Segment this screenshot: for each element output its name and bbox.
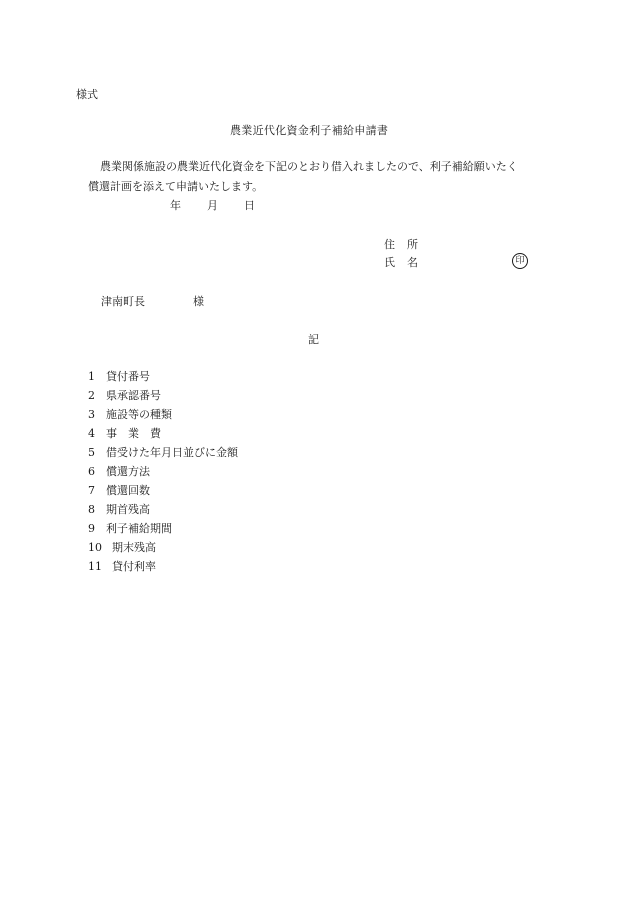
list-item (88, 481, 238, 500)
item-number: 11 (88, 560, 102, 573)
address-label-char-2: 所 (407, 238, 418, 251)
item-label: 期首残高 (106, 503, 150, 516)
name-row (384, 254, 418, 270)
item-label: 県承認番号 (106, 389, 161, 402)
list-item (88, 386, 238, 405)
list-item (88, 424, 238, 443)
item-number: 5 (88, 446, 95, 459)
list-item (88, 519, 238, 538)
application-body-text (88, 157, 558, 197)
name-label-char-2: 名 (407, 256, 418, 269)
item-label: 施設等の種類 (106, 408, 172, 421)
item-number: 4 (88, 427, 95, 440)
item-number: 8 (88, 503, 95, 516)
item-label: 借受けた年月日並びに金額 (106, 446, 238, 459)
date-month-label: 月 (207, 199, 218, 212)
list-item (88, 500, 238, 519)
list-item (88, 405, 238, 424)
item-list (88, 367, 238, 576)
item-label: 償還方法 (106, 465, 150, 478)
item-number: 2 (88, 389, 95, 402)
addressee-name: 津南町長 (101, 295, 145, 308)
item-number: 10 (88, 541, 102, 554)
form-label: 様式 (76, 88, 98, 101)
name-label-char-1: 氏 (384, 256, 395, 269)
item-number: 1 (88, 370, 95, 383)
document-title: 農業近代化資金利子補給申請書 (230, 124, 389, 137)
date-day-label: 日 (244, 199, 255, 212)
body-line-1: 農業関係施設の農業近代化資金を下記のとおり借入れましたので、利子補給願いたく (100, 160, 518, 173)
seal-mark: 印 (512, 253, 528, 269)
list-item (88, 538, 238, 557)
address-row (384, 236, 418, 252)
item-label: 利子補給期間 (106, 522, 172, 535)
item-number: 9 (88, 522, 95, 535)
item-label: 期末残高 (112, 541, 156, 554)
list-item (88, 367, 238, 386)
item-number: 6 (88, 465, 95, 478)
item-label: 貸付利率 (112, 560, 156, 573)
list-item (88, 462, 238, 481)
addressee (101, 293, 204, 309)
item-number: 7 (88, 484, 95, 497)
address-label-char-1: 住 (384, 238, 395, 251)
body-line-2: 償還計画を添えて申請いたします。 (88, 180, 264, 193)
address-label (384, 236, 418, 252)
list-item (88, 557, 238, 576)
ki-heading: 記 (308, 333, 319, 346)
addressee-honorific: 様 (193, 295, 204, 308)
item-label: 事 業 費 (106, 427, 161, 440)
item-number: 3 (88, 408, 95, 421)
item-label: 償還回数 (106, 484, 150, 497)
item-label: 貸付番号 (106, 370, 150, 383)
list-item (88, 443, 238, 462)
date-row (170, 197, 255, 213)
date-year-label: 年 (170, 199, 181, 212)
name-label (384, 254, 418, 270)
